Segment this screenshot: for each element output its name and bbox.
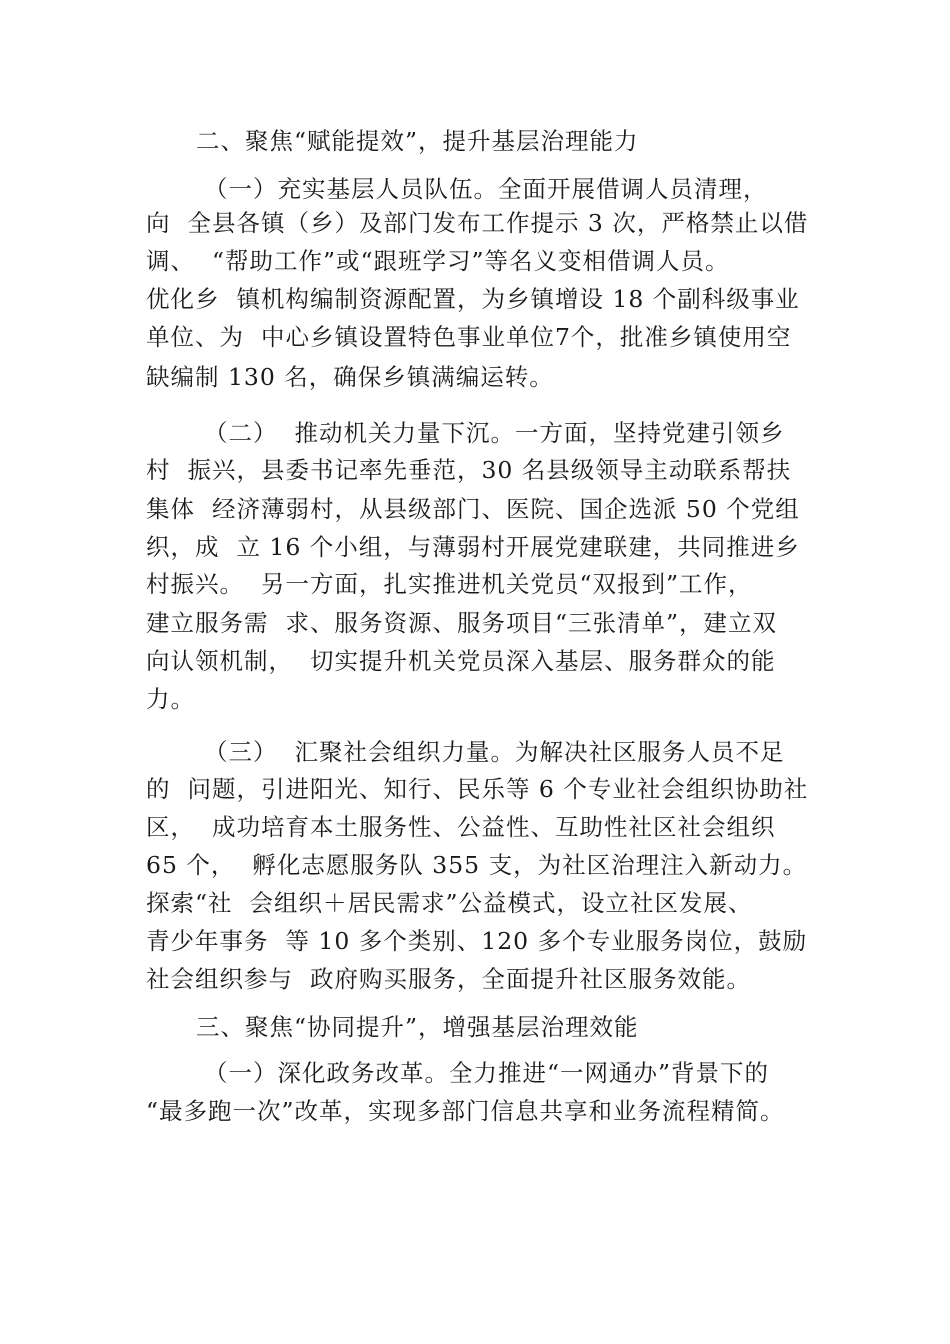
paragraph-line: （一）充实基层人员队伍。全面开展借调人员清理， [204, 175, 768, 203]
paragraph-line: 的 问题，引进阳光、知行、民乐等 6 个专业社会组织协助社 [146, 775, 809, 803]
paragraph-line: 村振兴。 另一方面，扎实推进机关党员“双报到”工作， [146, 570, 753, 598]
paragraph-line: 青少年事务 等 10 多个类别、120 多个专业服务岗位，鼓励 [146, 927, 808, 955]
paragraph-line: （三） 汇聚社会组织力量。为解决社区服务人员不足 [204, 738, 785, 766]
section-heading: 二、聚焦“赋能提效”，提升基层治理能力 [196, 127, 639, 155]
paragraph-line: 村 振兴，县委书记率先垂范，30 名县级领导主动联系帮扶 [146, 456, 792, 484]
paragraph-line: （一）深化政务改革。全力推进“一网通办”背景下的 [204, 1059, 770, 1087]
paragraph-line: 集体 经济薄弱村，从县级部门、医院、国企选派 50 个党组 [146, 495, 800, 523]
paragraph-line: 优化乡 镇机构编制资源配置，为乡镇增设 18 个副科级事业 [146, 285, 800, 313]
paragraph-line: 社会组织参与 政府购买服务，全面提升社区服务效能。 [146, 965, 751, 993]
paragraph-line: 建立服务需 求、服务资源、服务项目“三张清单”，建立双 [146, 609, 777, 637]
paragraph-line: 单位、为 中心乡镇设置特色事业单位7个，批准乡镇使用空 [146, 323, 792, 351]
paragraph-line: 缺编制 130 名，确保乡镇满编运转。 [146, 363, 554, 391]
paragraph-line: 65 个， 孵化志愿服务队 355 支，为社区治理注入新动力。 [146, 851, 808, 879]
paragraph-line: （二） 推动机关力量下沉。一方面，坚持党建引领乡 [204, 419, 785, 447]
paragraph-line: 探索“社 会组织＋居民需求”公益模式，设立社区发展、 [146, 889, 753, 917]
paragraph-line: 调、 “帮助工作”或“跟班学习”等名义变相借调人员。 [146, 247, 730, 275]
paragraph-line: “最多跑一次”改革，实现多部门信息共享和业务流程精简。 [146, 1097, 785, 1125]
paragraph-line: 力。 [146, 685, 195, 713]
paragraph-line: 织，成 立 16 个小组，与薄弱村开展党建联建，共同推进乡 [146, 533, 800, 561]
paragraph-line: 向认领机制， 切实提升机关党员深入基层、服务群众的能 [146, 647, 776, 675]
section-heading: 三、聚焦“协同提升”，增强基层治理效能 [196, 1013, 639, 1041]
paragraph-line: 向 全县各镇（乡）及部门发布工作提示 3 次，严格禁止以借 [146, 209, 809, 237]
paragraph-line: 区， 成功培育本土服务性、公益性、互助性社区社会组织 [146, 813, 776, 841]
